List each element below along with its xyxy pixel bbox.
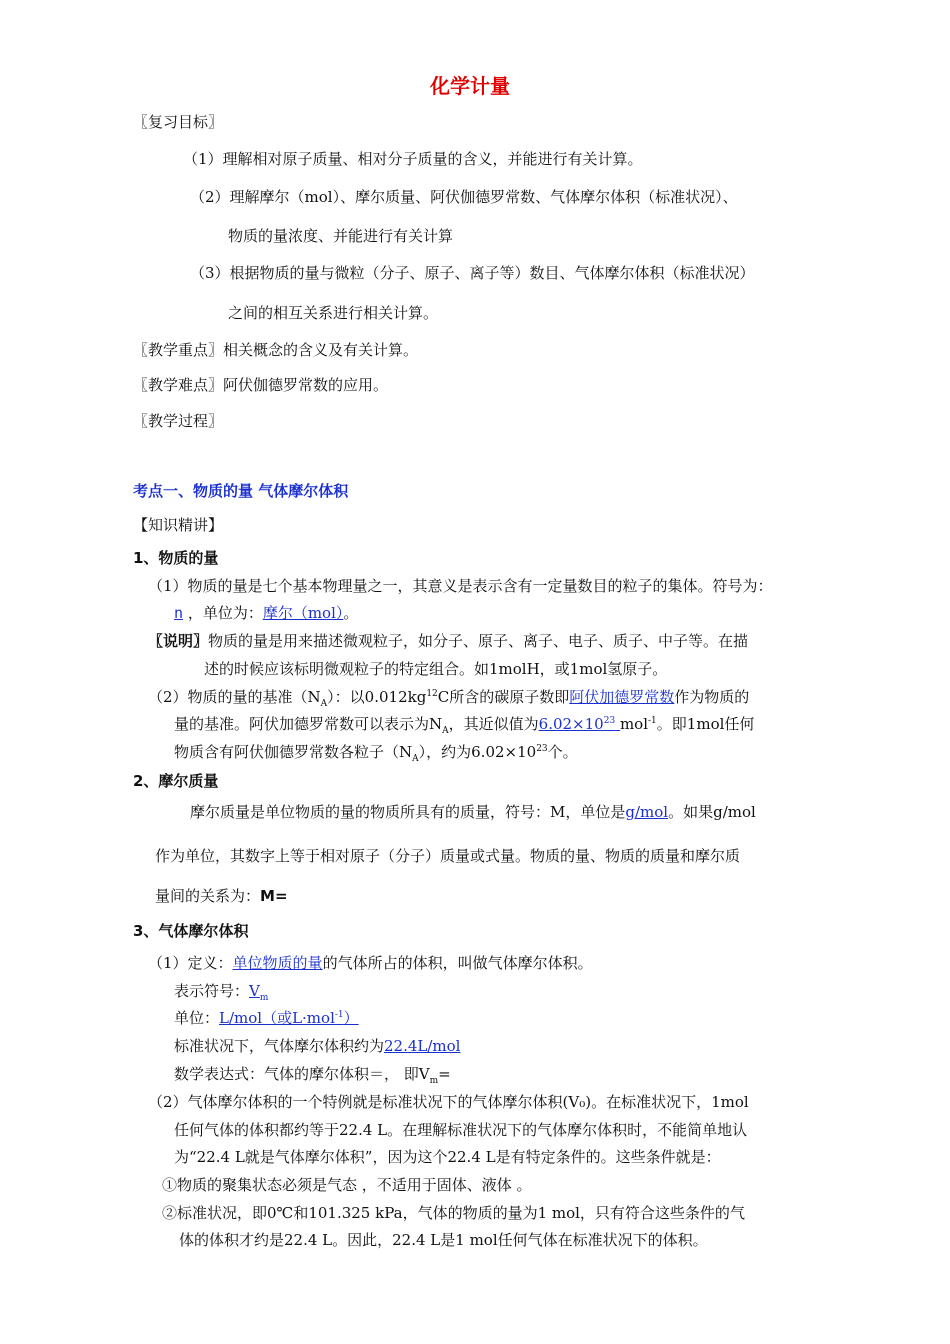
text: = [438,1065,451,1083]
s1-p2-line-2 [174,714,754,734]
text: 量间的关系为： [155,887,261,905]
section-heading-kp1: 考点一、物质的量 气体摩尔体积 [133,482,349,500]
unit-g-per-mol: g/mol [625,803,669,821]
s1-p2-line-1 [148,687,749,707]
s2-line-1 [190,802,756,822]
text: 标准状况下，气体摩尔体积约为 [174,1037,385,1055]
goal-1: （1）理解相对原子质量、相对分子质量的含义，并能进行有关计算。 [183,150,643,168]
goal-3-line-2: 之间的相互关系进行相关计算。 [228,304,439,322]
heading-amount-of-substance: 1、物质的量 [133,549,219,567]
unit-l-per-mol [219,1009,359,1027]
text: 单位： [174,1009,220,1027]
sup: 12 [426,689,438,699]
text: V [249,982,260,1000]
text: 。如果g/mol [668,803,756,821]
value-22-4: 22.4L/mol [384,1037,461,1055]
text: 。即1mol任何 [656,715,755,733]
avogadro-value [539,715,620,733]
s1-p1-line-1: （1）物质的量是七个基本物理量之一，其意义是表示含有一定量数目的粒子的集体。符号为： [148,577,773,595]
sub: A [320,699,328,709]
teaching-process: 〖教学过程〗 [133,412,224,430]
text: 数学表达式：气体的摩尔体积＝， 即V [174,1065,430,1083]
text: 作为物质的 [674,688,750,706]
s3-condition-1: ①物质的聚集状态必须是气态 ，不适用于固体、液体 。 [162,1176,532,1194]
text: 表示符号： [174,982,250,1000]
s3-definition [148,953,593,973]
text: 个。 [547,743,578,761]
text: 。 [343,604,359,622]
text: C所含的碳原子数即 [437,688,570,706]
text: ），约为6.02×10 [418,743,537,761]
link-unit-amount: 单位物质的量 [232,954,323,972]
s2-line-2: 作为单位，其数字上等于相对原子（分子）质量或式量。物质的量、物质的质量和摩尔质 [155,847,741,865]
text: ） [343,1009,359,1027]
text: ，其近似值为 [448,715,539,733]
s3-symbol [174,981,268,1001]
text: 摩尔质量是单位物质的量的物质所具有的质量，符号：M，单位是 [190,803,626,821]
s1-note-line-1 [148,631,748,651]
sub: A [412,754,419,764]
text: L/mol（或L·mol [219,1009,335,1027]
text: 物质的量是用来描述微观粒子，如分子、原子、离子、电子、质子、中子等。在描 [208,632,749,650]
review-goals-label: 〖复习目标〗 [133,113,224,131]
s1-p1-line-2 [174,603,358,623]
heading-molar-mass: 2、摩尔质量 [133,772,219,790]
text: 量的基准。阿伏加德罗常数可以表示为N [174,715,443,733]
knowledge-label: 【知识精讲】 [133,516,224,534]
unit-mole: 摩尔（mol） [262,604,344,622]
sup: -1 [334,1010,344,1020]
text: 物质含有阿伏伽德罗常数各粒子（N [174,743,413,761]
page-title: 化学计量 [430,74,510,98]
s3-condition-2-line-2: 体的体积才约是22.4 L。因此，22.4 L是1 mol任何气体在标准状况下的体积。 [179,1231,708,1249]
s3-expression [174,1064,451,1084]
link-avogadro-constant: 阿伏加德罗常数 [569,688,675,706]
formula-m: M= [260,887,288,905]
text: （2）物质的量的基准（N [148,688,321,706]
note-label: 〖说明〗 [148,632,209,650]
text: ）：以0.012kg [327,688,427,706]
teaching-difficulty: 〖教学难点〗阿伏伽德罗常数的应用。 [133,376,389,394]
s3-unit [174,1008,359,1028]
goal-3-line-1: （3）根据物质的量与微粒（分子、原子、离子等）数目、气体摩尔体积（标准状况） [190,264,755,282]
sub: m [429,1076,439,1086]
s1-p2-line-3 [174,742,578,762]
goal-2-line-1: （2）理解摩尔（mol）、摩尔质量、阿伏伽德罗常数、气体摩尔体积（标准状况）、 [190,188,738,206]
sup: 23 [536,744,548,754]
sub: m [259,993,269,1003]
s3-p2-line-3: 为“22.4 L就是气体摩尔体积”，因为这个22.4 L是有特定条件的。这些条件就是： [174,1148,721,1166]
s3-standard [174,1036,460,1056]
sup: 23 [603,716,616,726]
text: （1）定义： [148,954,233,972]
symbol-n: n [174,604,184,622]
text: ，单位为： [187,604,263,622]
symbol-vm [249,982,269,1003]
heading-gas-molar-volume: 3、气体摩尔体积 [133,922,249,940]
s3-p2-line-2: 任何气体的体积都约等于22.4 L。在理解标准状况下的气体摩尔体积时，不能简单地认 [174,1121,748,1139]
s1-note-line-2: 述的时候应该标明微观粒子的特定组合。如1molH，或1mol氢原子。 [204,660,668,678]
text: mol [619,715,649,733]
goal-2-line-2: 物质的量浓度、并能进行有关计算 [228,227,454,245]
sup: -1 [648,716,657,726]
teaching-focus: 〖教学重点〗相关概念的含义及有关计算。 [133,341,419,359]
text: 的气体所占的体积，叫做气体摩尔体积。 [322,954,593,972]
s2-line-3 [155,886,288,906]
sub: A [442,726,449,736]
text: 6.02×10 [538,715,604,733]
s3-condition-2-line-1: ②标准状况，即0℃和101.325 kPa，气体的物质的量为1 mol，只有符合这些条件的气 [162,1204,745,1222]
s3-p2-line-1: （2）气体摩尔体积的一个特例就是标准状况下的气体摩尔体积(V₀)。在标准状况下，1mol [148,1093,749,1111]
